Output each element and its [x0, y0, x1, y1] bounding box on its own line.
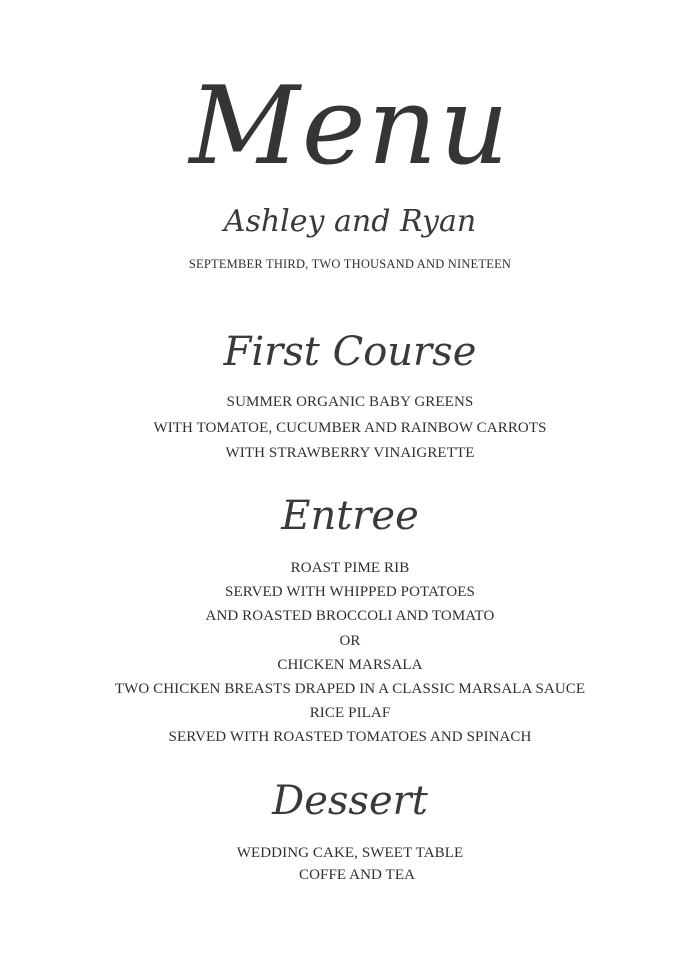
entree-list — [0, 556, 700, 750]
menu-line: SERVED WITH ROASTED TOMATOES AND SPINACH — [168, 729, 532, 746]
menu-title: Menu — [189, 64, 511, 189]
menu-line: SUMMER ORGANIC BABY GREENS — [226, 394, 474, 410]
menu-line: COFFE AND TEA — [298, 867, 416, 883]
menu-line: CHICKEN MARSALA — [277, 656, 423, 673]
menu-line: RICE PILAF — [309, 705, 391, 722]
section-heading-first-course: First Course — [223, 329, 477, 375]
section-heading-dessert: Dessert — [272, 778, 428, 824]
dessert-list — [0, 842, 700, 886]
first-course-list — [0, 390, 700, 467]
menu-line: WITH STRAWBERRY VINAIGRETTE — [225, 445, 475, 461]
menu-line: SERVED WITH WHIPPED POTATOES — [225, 584, 475, 601]
section-heading-entree: Entree — [281, 493, 419, 539]
menu-line: ROAST PIME RIB — [290, 560, 410, 576]
menu-line: AND ROASTED BROCCOLI AND TOMATO — [205, 608, 495, 625]
couple-names: Ashley and Ryan — [223, 204, 477, 239]
menu-line: TWO CHICKEN BREASTS DRAPED IN A CLASSIC MARSALA SAUCE — [114, 681, 586, 698]
menu-line: OR — [339, 632, 361, 649]
menu-line: WEDDING CAKE, SWEET TABLE — [236, 845, 464, 861]
menu-line: WITH TOMATOE, CUCUMBER AND RAINBOW CARROTS — [153, 419, 547, 436]
event-date: SEPTEMBER THIRD, TWO THOUSAND AND NINETEEN — [188, 257, 512, 271]
